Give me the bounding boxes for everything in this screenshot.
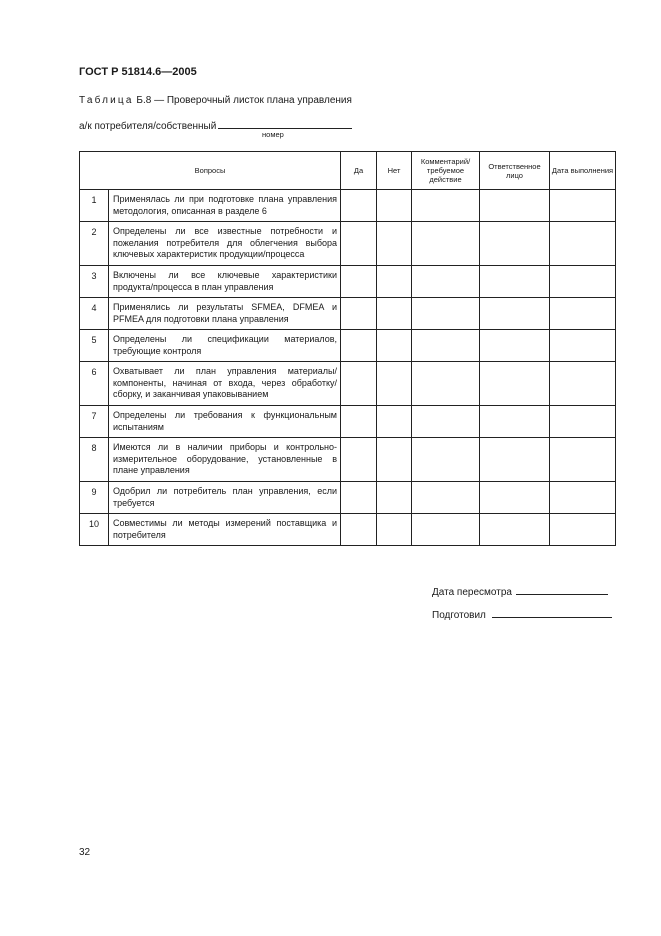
row-yes-cell [341,222,377,266]
row-yes-cell [341,406,377,438]
review-date-blank [516,584,608,595]
row-yes-cell [341,298,377,330]
row-number: 7 [80,406,109,438]
prepared-by-blank [492,607,612,618]
prepared-by-field [432,607,612,621]
column-header-yes: Да [341,152,377,190]
table-row [80,190,616,222]
table-row [80,482,616,514]
table-row [80,266,616,298]
row-due-date-cell [550,330,616,362]
table-caption-word: Таблица [79,95,134,106]
row-comment-cell [412,190,480,222]
row-number: 10 [80,514,109,546]
row-due-date-cell [550,482,616,514]
row-number: 4 [80,298,109,330]
row-no-cell [377,362,412,406]
row-no-cell [377,266,412,298]
column-header-comment: Комментарий/ требуемое действие [412,152,480,190]
row-responsible-cell [480,330,550,362]
row-responsible-cell [480,298,550,330]
control-plan-checklist-table [79,151,616,546]
row-number: 2 [80,222,109,266]
row-responsible-cell [480,190,550,222]
row-due-date-cell [550,298,616,330]
client-number-line [79,118,352,132]
row-due-date-cell [550,190,616,222]
row-no-cell [377,406,412,438]
row-due-date-cell [550,438,616,482]
row-responsible-cell [480,362,550,406]
client-number-blank [218,118,352,129]
review-date-label: Дата пересмотра [432,587,512,598]
row-comment-cell [412,266,480,298]
table-row [80,330,616,362]
review-date-field [432,584,608,598]
row-question: Определены ли спецификации материалов, требующие контроля [109,330,341,362]
row-no-cell [377,514,412,546]
row-question: Определены ли требования к функциональным испытаниям [109,406,341,438]
row-responsible-cell [480,514,550,546]
row-number: 1 [80,190,109,222]
client-number-label: а/к потребителя/собственный [79,121,217,132]
number-caption: номер [262,130,284,139]
row-due-date-cell [550,514,616,546]
row-no-cell [377,298,412,330]
row-number: 5 [80,330,109,362]
row-question: Применялись ли результаты SFMEA, DFMEA и PFMEA для подготовки плана управления [109,298,341,330]
row-question: Совместимы ли методы измерений поставщика и потребителя [109,514,341,546]
column-header-questions: Вопросы [80,152,341,190]
row-yes-cell [341,330,377,362]
row-yes-cell [341,482,377,514]
table-header-row [80,152,616,190]
row-question: Имеются ли в наличии приборы и контрольно-измерительное оборудование, установленные в плане управления [109,438,341,482]
row-comment-cell [412,438,480,482]
row-comment-cell [412,298,480,330]
row-no-cell [377,222,412,266]
document-number: ГОСТ Р 51814.6—2005 [79,66,197,78]
row-question: Одобрил ли потребитель план управления, если требуется [109,482,341,514]
table-row [80,298,616,330]
row-responsible-cell [480,222,550,266]
table-row [80,406,616,438]
row-responsible-cell [480,482,550,514]
table-caption-title: Б.8 — Проверочный листок плана управления [133,95,352,106]
row-number: 9 [80,482,109,514]
row-question: Применялась ли при подготовке плана управления методология, описанная в разделе 6 [109,190,341,222]
row-question: Определены ли все известные потребности и пожелания потребителя для облегчения выбора ключевых характеристик продукции/процесса [109,222,341,266]
row-number: 3 [80,266,109,298]
row-comment-cell [412,330,480,362]
row-number: 6 [80,362,109,406]
row-yes-cell [341,438,377,482]
row-comment-cell [412,222,480,266]
table-row [80,514,616,546]
row-responsible-cell [480,266,550,298]
row-due-date-cell [550,362,616,406]
column-header-due-date: Дата выполнения [550,152,616,190]
row-comment-cell [412,482,480,514]
row-comment-cell [412,362,480,406]
table-row [80,362,616,406]
prepared-by-label: Подготовил [432,610,486,621]
row-yes-cell [341,362,377,406]
row-due-date-cell [550,406,616,438]
column-header-no: Нет [377,152,412,190]
row-no-cell [377,482,412,514]
table-row [80,222,616,266]
row-comment-cell [412,514,480,546]
row-yes-cell [341,266,377,298]
row-comment-cell [412,406,480,438]
row-no-cell [377,438,412,482]
row-question: Включены ли все ключевые характеристики продукта/процесса в план управления [109,266,341,298]
row-number: 8 [80,438,109,482]
table-row [80,438,616,482]
row-responsible-cell [480,438,550,482]
column-header-responsible: Ответственное лицо [480,152,550,190]
row-due-date-cell [550,222,616,266]
row-question: Охватывает ли план управления материалы/компоненты, начиная от входа, через обработку/сборку, и заканчивая упаковыванием [109,362,341,406]
row-no-cell [377,330,412,362]
row-yes-cell [341,514,377,546]
page-number: 32 [79,847,91,858]
row-yes-cell [341,190,377,222]
row-responsible-cell [480,406,550,438]
row-due-date-cell [550,266,616,298]
row-no-cell [377,190,412,222]
table-caption [79,95,352,106]
